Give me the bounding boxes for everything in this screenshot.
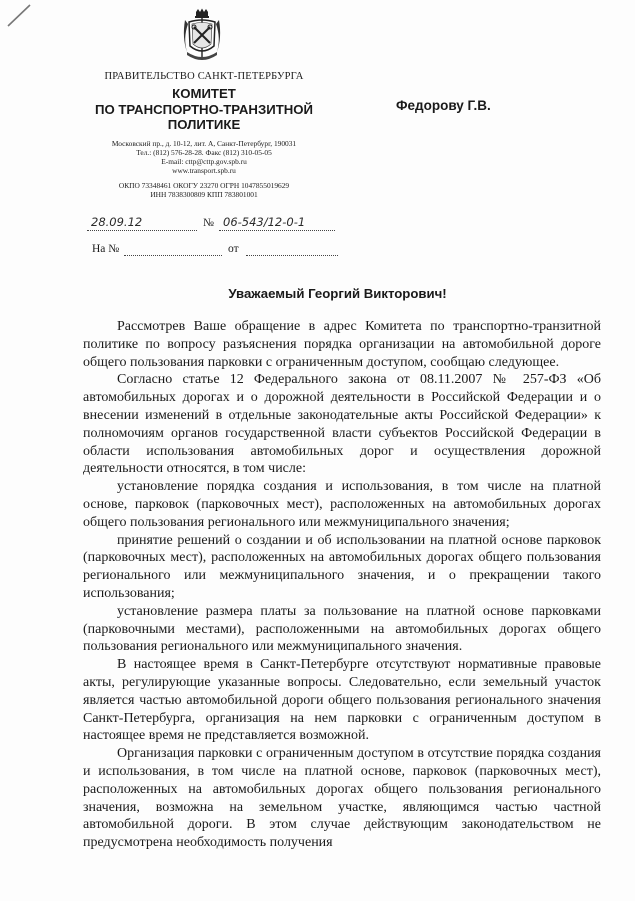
phone-fax: Тел.: (812) 576-28-28. Факс (812) 310-05-05 [136, 147, 272, 157]
number-underline [219, 230, 335, 231]
government-name: ПРАВИТЕЛЬСТВО САНКТ-ПЕТЕРБУРГА [104, 71, 304, 82]
committee-name [70, 86, 338, 133]
letter-body [83, 318, 601, 852]
from-label: от [228, 243, 239, 255]
body-paragraph: В настоящее время в Санкт-Петербурге отсутствуют нормативные правовые акты, регулирующие указанные вопросы. Следовательно, если земельный участок является частью автомобильной дороги общего пользования регионального значения Санкт-Петербурга, организация на нем парковки с ограниченным доступом в настоящее время не представляется возможной. [83, 657, 601, 744]
ref-underline [124, 255, 222, 256]
date-underline [87, 230, 197, 231]
email: E-mail: cttp@cttp.gov.spb.ru [161, 156, 247, 166]
registration-date: 28.09.12 [91, 215, 143, 229]
coat-of-arms-icon [181, 8, 223, 66]
registration-line [87, 215, 337, 235]
from-underline [246, 255, 338, 256]
recipient: Федорову Г.В. [396, 98, 491, 113]
body-paragraph: Согласно статье 12 Федерального закона от 08.11.2007 № 257-ФЗ «Об автомобильных дорогах и о дорожной деятельности в Российской Федерации и о внесении изменений в отдельные законодательные акты Российской Федерации» к полномочиям органов государственной власти субъектов Российской Федерации в области использования автомобильных дорог и осуществления дорожной деятельности относятся, в том числе: [83, 372, 601, 477]
contact-block [70, 139, 338, 175]
ref-label: На № [92, 243, 120, 255]
scan-mark-icon [6, 2, 32, 28]
body-paragraph: Организация парковки с ограниченным доступом в отсутствие порядка создания и использования, в том числе на платной основе, парковок (парковочных мест), расположенных на автомобильных дорогах общего пользования регионального значения, возможна на земельном участке, являющимся частью частной автомобильной дороги. В этом случае действующим законодательством не предусмотрена необходимость получения [83, 746, 601, 851]
reference-line [92, 243, 352, 261]
body-paragraph: Рассмотрев Ваше обращение в адрес Комитета по транспортно-транзитной политике по вопросу разъяснения порядка организации на автомобильной дороге общего пользования парковки с ограниченным доступом, сообщаю следующее. [83, 319, 601, 370]
committee-line: КОМИТЕТ [172, 86, 236, 101]
codes-line: ИНН 7838300809 КПП 783801001 [150, 189, 258, 199]
registry-codes [70, 181, 338, 199]
body-paragraph: принятие решений о создании и об использовании на платной основе парковок (парковочных мест), расположенных на автомобильных дорогах общего пользования регионального или межмуниципального значения, и о прекращении такого использования; [83, 532, 601, 601]
number-sign: № [203, 217, 214, 229]
committee-line: ПОЛИТИКЕ [167, 117, 241, 132]
codes-line: ОКПО 73348461 ОКОГУ 23270 ОГРН 1047855019629 [118, 180, 290, 190]
committee-line: ПО ТРАНСПОРТНО-ТРАНЗИТНОЙ [94, 101, 314, 117]
salutation: Уважаемый Георгий Викторович! [228, 286, 447, 301]
address: Московский пр., д. 10-12, лит. А, Санкт-Петербург, 190031 [111, 138, 297, 148]
registration-number: 06-543/12-0-1 [223, 215, 306, 229]
body-paragraph: установление размера платы за пользование на платной основе парковками (парковочными местами), расположенными на автомобильных дорогах общего пользования регионального или межмуниципального значения. [83, 603, 601, 655]
website: www.transport.spb.ru [172, 165, 236, 175]
body-paragraph: установление порядка создания и использования, в том числе на платной основе, парковок (парковочных мест), расположенных на автомобильных дорогах общего пользования регионального или межмуниципального значения; [83, 479, 601, 530]
letterhead [70, 71, 338, 199]
